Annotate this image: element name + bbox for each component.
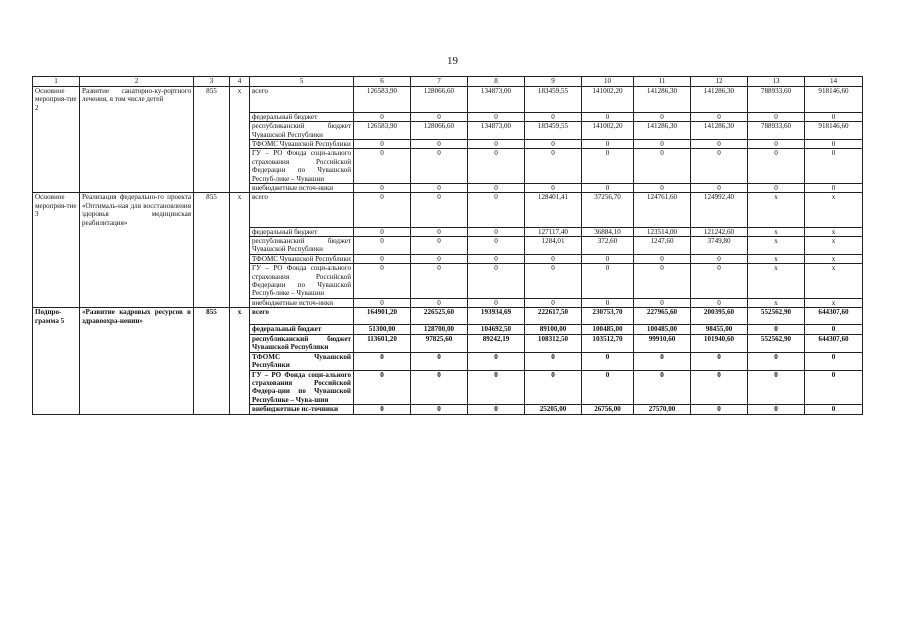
value-cell: 0 [354,139,411,148]
table-row [33,405,863,414]
value-cell: 127117,40 [525,227,582,236]
activity-code-cell [33,264,80,299]
value-cell: х [748,264,805,299]
value-cell: 0 [354,264,411,299]
value-cell: х [805,236,863,254]
value-cell: 227965,60 [634,308,691,325]
ministry-code-cell [194,139,230,148]
value-cell: 0 [582,149,634,184]
value-cell: 0 [748,370,805,405]
value-cell: 918146,60 [805,122,863,140]
value-cell: 141002,20 [582,87,634,113]
value-cell: х [748,298,805,307]
funding-source-cell: внебюджетные источ-ники [250,298,354,307]
value-cell: 123514,00 [634,227,691,236]
value-cell: 0 [748,139,805,148]
value-cell: 0 [354,352,411,370]
value-cell: 0 [525,264,582,299]
value-cell: 0 [748,183,805,192]
activity-code-cell [33,149,80,184]
table-body [33,77,863,415]
header-cell: 5 [250,77,354,87]
funding-source-cell: ГУ – РО Фонда соци-ального страхования Российской Федерации по Чувашской Респуб-лике – Чувашии [250,264,354,299]
value-cell: 0 [634,112,691,121]
value-cell: 0 [525,149,582,184]
activity-code-cell [33,298,80,307]
ministry-code-cell: 855 [194,193,230,227]
value-cell: 644307,60 [805,308,863,325]
value-cell: 0 [411,405,468,414]
table-row [33,149,863,184]
table-row [33,193,863,227]
value-cell: 788933,60 [748,87,805,113]
value-cell: 124992,40 [691,193,748,227]
activity-code-cell: Основное мероприя-тие 2 [33,87,80,113]
value-cell: 222617,50 [525,308,582,325]
header-cell: 13 [748,77,805,87]
ministry-code-cell [194,405,230,414]
header-row [33,77,863,87]
ministry-code-cell [194,236,230,254]
header-cell: 3 [194,77,230,87]
value-cell: 0 [748,325,805,334]
activity-name-cell [80,149,194,184]
header-cell: 4 [230,77,250,87]
header-cell: 1 [33,77,80,87]
value-cell: 0 [805,112,863,121]
value-cell: 0 [354,254,411,263]
value-cell: 89100,00 [525,325,582,334]
value-cell: 0 [691,298,748,307]
ministry-code-cell [194,122,230,140]
value-cell: 0 [468,254,525,263]
value-cell: 0 [634,149,691,184]
value-cell: 0 [582,254,634,263]
value-cell: 200395,60 [691,308,748,325]
value-cell: 0 [691,352,748,370]
activity-name-cell [80,370,194,405]
value-cell: 0 [411,236,468,254]
funding-source-cell: внебюджетные источ-ники [250,183,354,192]
value-cell: 0 [525,254,582,263]
value-cell: 0 [525,112,582,121]
value-cell: 3749,80 [691,236,748,254]
funding-source-cell: федеральный бюджет [250,325,354,334]
activity-name-cell: Развитие санаторно-ку-рортного лечения, в том числе детей [80,87,194,113]
value-cell: 230753,70 [582,308,634,325]
section-code-cell [230,149,250,184]
activity-code-cell [33,405,80,414]
value-cell: 0 [582,298,634,307]
activity-name-cell [80,254,194,263]
value-cell: 121242,60 [691,227,748,236]
header-cell: 8 [468,77,525,87]
value-cell: 0 [468,183,525,192]
funding-source-cell: всего [250,308,354,325]
value-cell: 0 [411,352,468,370]
value-cell: 0 [411,264,468,299]
value-cell: 141286,30 [691,122,748,140]
ministry-code-cell [194,149,230,184]
value-cell: 134873,00 [468,87,525,113]
ministry-code-cell [194,227,230,236]
header-cell: 11 [634,77,691,87]
value-cell: 0 [354,193,411,227]
funding-source-cell: ТФОМС Чувашской Республики [250,139,354,148]
value-cell: 0 [691,254,748,263]
activity-code-cell [33,325,80,334]
activity-code-cell [33,236,80,254]
value-cell: 0 [411,254,468,263]
value-cell: 0 [354,405,411,414]
activity-name-cell [80,352,194,370]
value-cell: 0 [805,325,863,334]
value-cell: 0 [525,139,582,148]
value-cell: 104692,50 [468,325,525,334]
value-cell: 141286,30 [634,87,691,113]
value-cell: х [805,298,863,307]
value-cell: 128066,60 [411,87,468,113]
value-cell: 193934,69 [468,308,525,325]
header-cell: 12 [691,77,748,87]
section-code-cell [230,122,250,140]
section-code-cell [230,298,250,307]
funding-source-cell: республиканский бюджет Чувашской Республики [250,122,354,140]
value-cell: 0 [634,352,691,370]
value-cell: 0 [468,236,525,254]
value-cell: 0 [354,236,411,254]
section-code-cell [230,227,250,236]
value-cell: 0 [748,112,805,121]
value-cell: 183459,55 [525,87,582,113]
value-cell: 97825,60 [411,334,468,352]
value-cell: 0 [691,264,748,299]
value-cell: 128066,60 [411,122,468,140]
value-cell: 0 [411,370,468,405]
table-row [33,308,863,325]
value-cell: х [805,193,863,227]
value-cell: 128401,41 [525,193,582,227]
funding-source-cell: федеральный бюджет [250,112,354,121]
table-row [33,264,863,299]
value-cell: х [805,254,863,263]
ministry-code-cell [194,183,230,192]
value-cell: х [748,193,805,227]
ministry-code-cell: 855 [194,308,230,325]
page-number: 19 [447,55,458,67]
activity-code-cell [33,139,80,148]
section-code-cell [230,405,250,414]
section-code-cell [230,139,250,148]
value-cell: 372,60 [582,236,634,254]
value-cell: 100485,00 [582,325,634,334]
value-cell: 0 [805,139,863,148]
value-cell: 124761,60 [634,193,691,227]
ministry-code-cell [194,370,230,405]
budget-table [32,76,863,415]
section-code-cell: х [230,87,250,113]
activity-name-cell [80,264,194,299]
value-cell: 0 [468,298,525,307]
value-cell: 0 [634,370,691,405]
value-cell: 126583,90 [354,87,411,113]
value-cell: 0 [525,183,582,192]
value-cell: 0 [411,298,468,307]
table-row [33,254,863,263]
value-cell: 226525,60 [411,308,468,325]
value-cell: 552562,90 [748,308,805,325]
ministry-code-cell [194,334,230,352]
funding-source-cell: федеральный бюджет [250,227,354,236]
value-cell: 0 [691,112,748,121]
value-cell: 36884,10 [582,227,634,236]
value-cell: 0 [411,112,468,121]
section-code-cell: х [230,308,250,325]
value-cell: 101940,60 [691,334,748,352]
value-cell: 141286,30 [634,122,691,140]
value-cell: 0 [582,112,634,121]
value-cell: 89242,19 [468,334,525,352]
value-cell: 0 [634,254,691,263]
value-cell: 0 [634,264,691,299]
value-cell: 164901,20 [354,308,411,325]
section-code-cell [230,334,250,352]
value-cell: 0 [525,298,582,307]
value-cell: 0 [691,405,748,414]
value-cell: 0 [582,139,634,148]
activity-code-cell [33,122,80,140]
value-cell: 51300,00 [354,325,411,334]
value-cell: 0 [691,183,748,192]
ministry-code-cell [194,112,230,121]
funding-source-cell: республиканский бюджет Чувашской Республики [250,236,354,254]
activity-code-cell: Подпро-грамма 5 [33,308,80,325]
value-cell: 0 [411,183,468,192]
section-code-cell: х [230,193,250,227]
activity-name-cell [80,236,194,254]
activity-code-cell [33,334,80,352]
value-cell: 918146,60 [805,87,863,113]
section-code-cell [230,112,250,121]
funding-source-cell: всего [250,87,354,113]
value-cell: 0 [468,112,525,121]
value-cell: 0 [354,227,411,236]
table-row [33,325,863,334]
table-row [33,87,863,113]
header-cell: 14 [805,77,863,87]
funding-source-cell: внебюджетные ис-точники [250,405,354,414]
value-cell: 0 [582,183,634,192]
value-cell: 1284,01 [525,236,582,254]
value-cell: 0 [805,370,863,405]
header-cell: 9 [525,77,582,87]
funding-source-cell: ГУ – РО Фонда соци-ального страхования Российской Федера-ции по Чувашской Республике – Чува-шии [250,370,354,405]
value-cell: 0 [468,264,525,299]
activity-name-cell [80,183,194,192]
value-cell: х [748,254,805,263]
activity-code-cell [33,254,80,263]
activity-name-cell [80,112,194,121]
value-cell: х [748,227,805,236]
value-cell: 0 [468,139,525,148]
value-cell: 0 [411,139,468,148]
value-cell: 0 [634,298,691,307]
table-row [33,298,863,307]
value-cell: 0 [525,352,582,370]
value-cell: 103512,70 [582,334,634,352]
value-cell: 0 [468,352,525,370]
value-cell: 113601,20 [354,334,411,352]
table-row [33,227,863,236]
value-cell: 141002,20 [582,122,634,140]
table-row [33,370,863,405]
value-cell: 134873,00 [468,122,525,140]
value-cell: 0 [582,370,634,405]
value-cell: 99910,60 [634,334,691,352]
value-cell: х [805,264,863,299]
activity-name-cell: «Развитие кадровых ресурсов в здравоохра-нении» [80,308,194,325]
activity-name-cell [80,325,194,334]
funding-source-cell: республиканский бюджет Чувашской Республики [250,334,354,352]
value-cell: 0 [691,149,748,184]
value-cell: 0 [748,352,805,370]
value-cell: 788933,60 [748,122,805,140]
table-row [33,183,863,192]
value-cell: 0 [354,370,411,405]
value-cell: 0 [748,405,805,414]
value-cell: 0 [354,149,411,184]
activity-code-cell: Основное мероприя-тие 3 [33,193,80,227]
ministry-code-cell [194,352,230,370]
value-cell: 25205,00 [525,405,582,414]
table-row [33,236,863,254]
value-cell: 0 [805,183,863,192]
activity-name-cell [80,139,194,148]
section-code-cell [230,264,250,299]
value-cell: 1247,60 [634,236,691,254]
header-cell: 10 [582,77,634,87]
value-cell: 108312,50 [525,334,582,352]
value-cell: 0 [468,149,525,184]
value-cell: 0 [354,298,411,307]
table-row [33,112,863,121]
section-code-cell [230,254,250,263]
section-code-cell [230,352,250,370]
value-cell: 0 [468,370,525,405]
header-cell: 6 [354,77,411,87]
value-cell: 141286,30 [691,87,748,113]
activity-name-cell [80,405,194,414]
ministry-code-cell [194,264,230,299]
value-cell: 0 [805,149,863,184]
section-code-cell [230,370,250,405]
value-cell: 0 [411,193,468,227]
section-code-cell [230,236,250,254]
section-code-cell [230,183,250,192]
ministry-code-cell [194,254,230,263]
value-cell: 0 [582,352,634,370]
value-cell: 644307,60 [805,334,863,352]
value-cell: х [748,236,805,254]
activity-code-cell [33,352,80,370]
value-cell: 98455,00 [691,325,748,334]
value-cell: 0 [634,139,691,148]
value-cell: 0 [468,405,525,414]
activity-code-cell [33,227,80,236]
activity-code-cell [33,183,80,192]
value-cell: 0 [805,352,863,370]
funding-source-cell: ТФОМС Чувашской Республики [250,352,354,370]
value-cell: 183459,55 [525,122,582,140]
table-row [33,139,863,148]
header-cell: 7 [411,77,468,87]
activity-name-cell [80,227,194,236]
ministry-code-cell [194,325,230,334]
activity-name-cell [80,122,194,140]
ministry-code-cell [194,298,230,307]
value-cell: 0 [468,193,525,227]
value-cell: 26756,00 [582,405,634,414]
table-row [33,122,863,140]
value-cell: 0 [525,370,582,405]
value-cell: 128700,00 [411,325,468,334]
value-cell: 0 [411,227,468,236]
activity-name-cell [80,334,194,352]
section-code-cell [230,325,250,334]
table-row [33,352,863,370]
value-cell: 100485,00 [634,325,691,334]
activity-name-cell [80,298,194,307]
funding-source-cell: ГУ – РО Фонда соци-ального страхования Российской Федерации по Чувашской Респуб-лике – Чувашии [250,149,354,184]
value-cell: 0 [805,405,863,414]
value-cell: 0 [411,149,468,184]
funding-source-cell: всего [250,193,354,227]
value-cell: 0 [691,139,748,148]
activity-code-cell [33,370,80,405]
value-cell: 37256,70 [582,193,634,227]
value-cell: х [805,227,863,236]
value-cell: 0 [354,183,411,192]
header-cell: 2 [80,77,194,87]
value-cell: 0 [354,112,411,121]
activity-code-cell [33,112,80,121]
value-cell: 0 [691,370,748,405]
value-cell: 27570,00 [634,405,691,414]
ministry-code-cell: 855 [194,87,230,113]
activity-name-cell: Реализация федерально-го проекта «Оптималь-ная для восстановления здоровья медицинская реабилитация» [80,193,194,227]
value-cell: 0 [748,149,805,184]
funding-source-cell: ТФОМС Чувашской Республики [250,254,354,263]
value-cell: 552562,90 [748,334,805,352]
value-cell: 126583,90 [354,122,411,140]
value-cell: 0 [634,183,691,192]
table-row [33,334,863,352]
value-cell: 0 [582,264,634,299]
value-cell: 0 [468,227,525,236]
